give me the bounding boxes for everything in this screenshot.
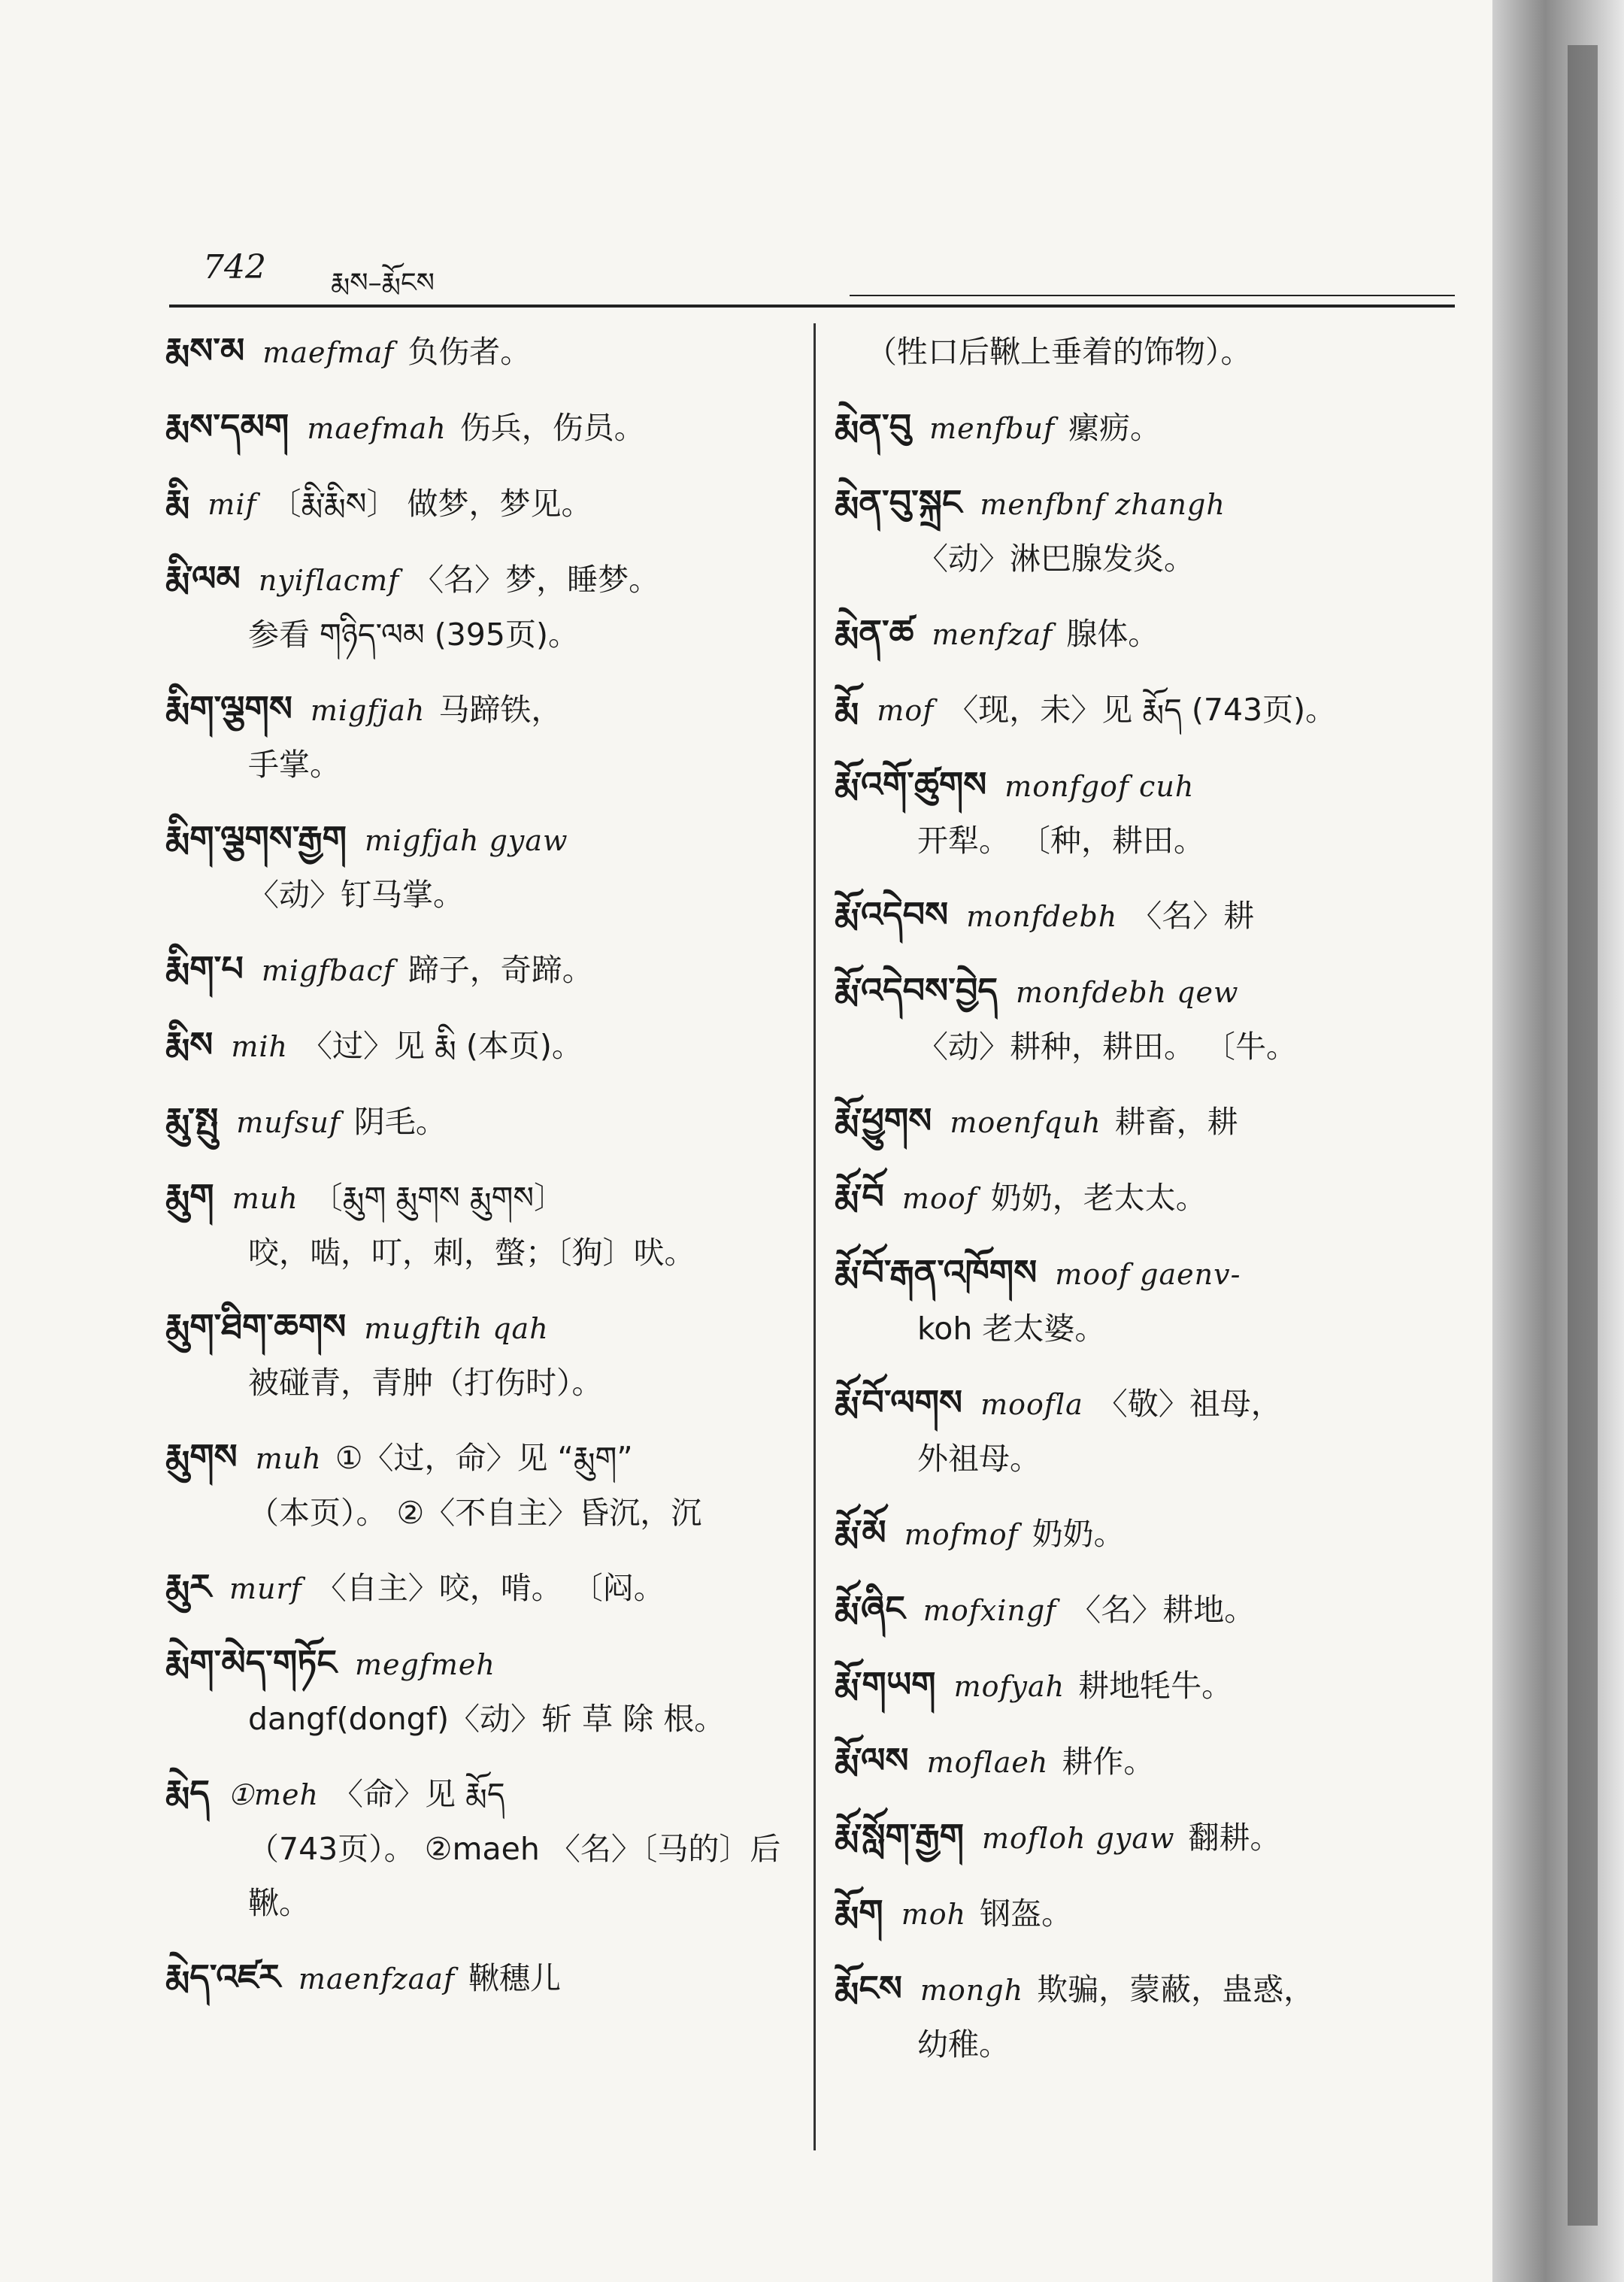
- definition: 耕作。: [1062, 1744, 1155, 1780]
- romanization: mof: [877, 694, 935, 727]
- headword-tibetan: རྨེན་བུ: [835, 406, 912, 447]
- dictionary-entry: [835, 475, 1481, 586]
- headword-tibetan: རྨོངས: [835, 1968, 902, 2008]
- romanization: maefmah: [307, 412, 447, 445]
- definition-continuation: 开犁。 〔种，耕田。: [917, 823, 1205, 859]
- dictionary-entry: [165, 551, 804, 662]
- headword-tibetan: རྨོ་སློག་རྒྱག: [835, 1816, 964, 1856]
- headword-tibetan: རྨོ: [835, 688, 859, 729]
- definition: 〈命〉见 རྨོད: [332, 1776, 505, 1812]
- headword-tibetan: རྨས་མ: [165, 330, 245, 371]
- dictionary-entry: [165, 1017, 804, 1074]
- definition: 奶奶，老太太。: [990, 1180, 1207, 1216]
- dictionary-entry: [835, 1657, 1481, 1714]
- definition: 欺骗，蒙蔽，蛊惑，: [1037, 1971, 1315, 2008]
- definition: 负伤者。: [408, 334, 532, 370]
- definition: 瘰疬。: [1068, 410, 1162, 446]
- headword-tibetan: རྨུག་ཐིག་ཆགས: [165, 1306, 347, 1347]
- dictionary-entry: [165, 1765, 804, 1930]
- romanization: menfbnf zhangh: [980, 488, 1226, 521]
- definition-continuation: （743页）。 ②maeh 〈名〉〔马的〕后鞦。: [248, 1831, 781, 1921]
- scan-binding-shadow: [1492, 0, 1624, 2282]
- headword-tibetan: རྨོ་བོ: [835, 1176, 884, 1217]
- definition: 〈名〉梦，睡梦。: [413, 562, 660, 598]
- definition-continuation: 外祖母。: [917, 1441, 1041, 1477]
- dictionary-entry: [835, 1733, 1481, 1790]
- definition-continuation: 参看 གཉིད་ལམ (395页)。: [248, 617, 579, 653]
- dictionary-entry: [835, 1245, 1481, 1356]
- romanization: moof: [901, 1182, 977, 1215]
- definition: 〈自主〉咬，啃。 〔闷。: [315, 1570, 665, 1606]
- headword-tibetan: རྨི: [165, 482, 190, 523]
- romanization: moflaeh: [926, 1746, 1049, 1779]
- dictionary-entry: [835, 399, 1481, 456]
- headword-tibetan: རྨེག་མེད་གཏོང: [165, 1642, 337, 1683]
- definition: 〔རྨི་རྨིས〕 做梦，梦见。: [270, 486, 592, 522]
- headword-tibetan: རྨོ་གཡག: [835, 1664, 936, 1705]
- headword-tibetan: རྨེན་བུ་སྐྲང: [835, 482, 962, 523]
- dictionary-entry: [835, 681, 1481, 738]
- romanization: moof gaenv-: [1055, 1258, 1241, 1291]
- headword-tibetan: རྨི་ལམ: [165, 558, 241, 599]
- romanization: monfgof cuh: [1004, 770, 1195, 803]
- dictionary-entry: [835, 1169, 1481, 1226]
- page-number: 742: [203, 248, 266, 286]
- headword-tibetan: རྨོ་ལས: [835, 1740, 909, 1780]
- dictionary-entry: [165, 681, 804, 792]
- headword-tibetan: རྨེད: [165, 1772, 210, 1813]
- romanization: monfdebh: [966, 900, 1118, 933]
- romanization: maenfzaaf: [298, 1962, 456, 1996]
- headword-tibetan: རྨོ་ཕྱུགས: [835, 1100, 932, 1141]
- headword-tibetan: རྨོ་འདེབས: [835, 894, 949, 935]
- header-rule: [169, 305, 1455, 308]
- definition-continuation: 幼稚。: [917, 2026, 1010, 2062]
- dictionary-entry: [835, 1505, 1481, 1562]
- definition: 奶奶。: [1032, 1516, 1125, 1552]
- dictionary-entry: [835, 1375, 1481, 1486]
- headword-tibetan: རྨིས: [165, 1024, 214, 1065]
- dictionary-entry: [835, 757, 1481, 868]
- dictionary-entry: [165, 1429, 804, 1540]
- headword-tibetan: རྨེད་འཛར: [165, 1956, 280, 1997]
- definition: 耕畜，耕: [1114, 1104, 1238, 1140]
- definition: 〈名〉耕地。: [1070, 1592, 1256, 1628]
- scan-binding-dark-strip: [1568, 45, 1598, 2226]
- running-title: རྨས–རྨོངས: [331, 268, 435, 299]
- headword-tibetan: རྨོ་ཞིང: [835, 1588, 905, 1629]
- column-divider: [814, 323, 816, 2150]
- romanization: mofyah: [953, 1670, 1065, 1703]
- headword-tibetan: རྨོག: [835, 1892, 883, 1932]
- dictionary-entry: [165, 399, 804, 456]
- romanization: mih: [231, 1030, 289, 1063]
- definition: 钢盔。: [980, 1896, 1073, 1932]
- definition: 〔རྨུག རྨུགས རྨུགས〕: [311, 1180, 565, 1216]
- headword-tibetan: རྨུག: [165, 1176, 214, 1217]
- dictionary-entry: [835, 323, 1481, 380]
- headword-tibetan: རྨོ་མོ: [835, 1512, 886, 1553]
- definition: 〈过〉见 རྨི (本页)。: [301, 1028, 583, 1064]
- romanization: muh: [255, 1442, 322, 1475]
- definition: 〈敬〉祖母，: [1096, 1386, 1282, 1422]
- dictionary-entry: [165, 1169, 804, 1280]
- dictionary-entry: [835, 887, 1481, 944]
- dictionary-entry: [835, 1093, 1481, 1150]
- definition-continuation: （本页）。 ②〈不自主〉昏沉，沉: [248, 1495, 702, 1531]
- romanization: migfjah gyaw: [365, 824, 568, 857]
- dictionary-entry: [165, 941, 804, 998]
- definition: 耕地牦牛。: [1078, 1668, 1233, 1704]
- romanization: menfbuf: [929, 412, 1056, 445]
- romanization: mongh: [920, 1974, 1024, 2007]
- dictionary-entry: [165, 1950, 804, 2006]
- definition-continuation: koh 老太婆。: [917, 1311, 1106, 1347]
- headword-tibetan: རྨུགས: [165, 1436, 238, 1477]
- headword-tibetan: རྨིག་ལྕགས་རྒྱག: [165, 818, 347, 859]
- definition: 伤兵，伤员。: [459, 410, 645, 446]
- definition: ①〈过，命〉见 “རྨུག”: [335, 1440, 633, 1476]
- definition: （牲口后鞦上垂着的饰物）。: [866, 334, 1252, 370]
- romanization: murf: [229, 1572, 302, 1605]
- headword-tibetan: རྨོ་བོ་ལགས: [835, 1382, 963, 1423]
- romanization: mufsuf: [236, 1106, 341, 1139]
- right-column: [835, 323, 1481, 2091]
- dictionary-entry: [835, 1961, 1481, 2071]
- headword-tibetan: རྨུར: [165, 1566, 211, 1607]
- definition-continuation: 〈动〉耕种，耕田。 〔牛。: [917, 1029, 1298, 1065]
- definition-continuation: dangf(dongf)〈动〉斩 草 除 根。: [248, 1701, 726, 1737]
- romanization: mofloh gyaw: [982, 1822, 1175, 1855]
- dictionary-entry: [165, 1299, 804, 1410]
- romanization: maefmaf: [262, 336, 395, 369]
- left-column: [165, 323, 804, 2026]
- romanization: migfbacf: [261, 954, 395, 987]
- headword-tibetan: རྨུ་སྤུ: [165, 1100, 219, 1141]
- romanization: menfzaf: [932, 618, 1053, 651]
- definition: 〈名〉耕: [1131, 898, 1255, 934]
- dictionary-entry: [835, 963, 1481, 1074]
- dictionary-entry: [835, 605, 1481, 662]
- header-rule-secondary: [850, 295, 1455, 296]
- headword-tibetan: རྨོ་འགོ་ཚུགས: [835, 764, 987, 805]
- headword-tibetan: རྨོ་བོ་རྒན་འཁོགས: [835, 1252, 1038, 1293]
- definition-continuation: 咬，啮，叮，刺，螫；〔狗〕吠。: [248, 1235, 695, 1271]
- romanization: mugftih qah: [364, 1312, 549, 1345]
- dictionary-entry: [165, 811, 804, 922]
- dictionary-entry: [165, 475, 804, 532]
- headword-tibetan: རྨོ་འདེབས་བྱེད: [835, 970, 998, 1011]
- definition-continuation: 〈动〉钉马掌。: [248, 877, 464, 913]
- dictionary-entry: [165, 1093, 804, 1150]
- romanization: moofla: [980, 1388, 1083, 1421]
- romanization: megfmeh: [354, 1648, 495, 1681]
- romanization: nyiflacmf: [258, 564, 400, 597]
- romanization: mofxingf: [923, 1594, 1057, 1627]
- romanization: mofmof: [904, 1518, 1019, 1551]
- definition: 阴毛。: [353, 1104, 447, 1140]
- romanization: moh: [901, 1898, 967, 1931]
- definition: 蹄子，奇蹄。: [408, 952, 593, 988]
- headword-tibetan: རྨས་དམག: [165, 406, 289, 447]
- romanization: mif: [208, 488, 257, 521]
- romanization: moenfquh: [950, 1106, 1101, 1139]
- romanization: migfjah: [310, 694, 426, 727]
- definition: 〈现，未〉见 རྨོད (743页)。: [947, 692, 1337, 728]
- dictionary-entry: [165, 323, 804, 380]
- dictionary-entry: [835, 1809, 1481, 1865]
- definition: 腺体。: [1066, 616, 1159, 652]
- headword-tibetan: རྨིག་པ: [165, 948, 244, 989]
- definition-continuation: 被碰青，青肿（打伤时）。: [248, 1365, 603, 1401]
- dictionary-entry: [165, 1635, 804, 1746]
- romanization: ①meh: [227, 1778, 319, 1811]
- definition-continuation: 手掌。: [248, 747, 341, 783]
- headword-tibetan: རྨིག་ལྕགས: [165, 688, 292, 729]
- romanization: muh: [232, 1182, 298, 1215]
- definition: 马蹄铁，: [438, 692, 562, 728]
- dictionary-entry: [165, 1559, 804, 1616]
- headword-tibetan: རྨེན་ཚ: [835, 612, 914, 653]
- dictionary-entry: [835, 1581, 1481, 1638]
- definition: 鞦穗儿: [468, 1960, 562, 1996]
- dictionary-entry: [835, 1885, 1481, 1941]
- definition: 翻耕。: [1188, 1820, 1281, 1856]
- romanization: monfdebh qew: [1015, 976, 1239, 1009]
- definition-continuation: 〈动〉淋巴腺发炎。: [917, 541, 1195, 577]
